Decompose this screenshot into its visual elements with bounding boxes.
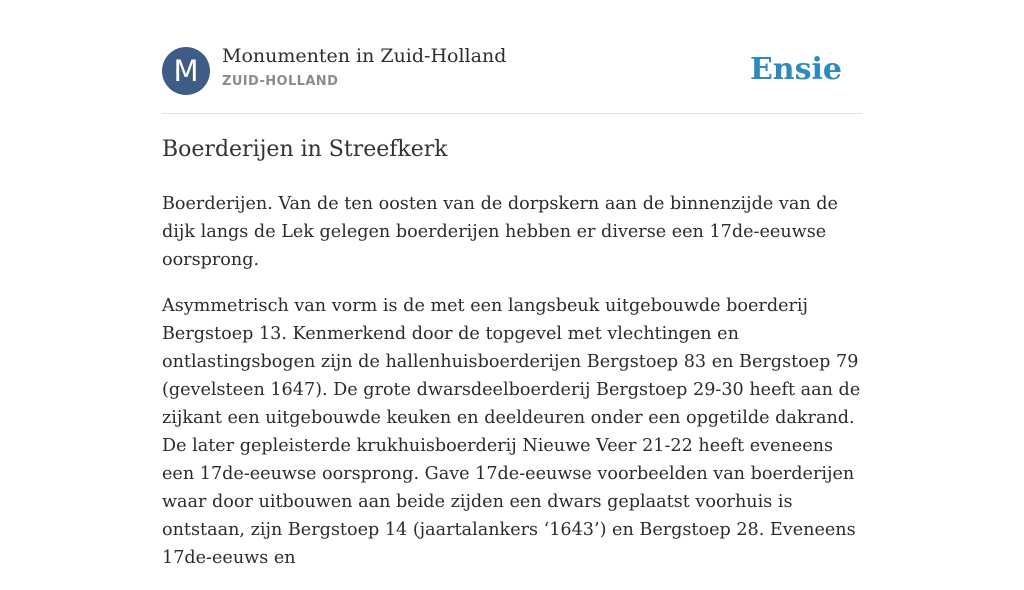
avatar[interactable]: M: [162, 47, 210, 95]
source-region-link[interactable]: ZUID-HOLLAND: [222, 74, 339, 89]
article-title: Boerderijen in Streefkerk: [162, 137, 448, 162]
article-page: [162, 0, 862, 568]
paragraph: Boerderijen. Van de ten oosten van de dorpskern aan de binnenzijde van de dijk langs de Lek gelegen boerderijen hebben er diverse een 17de-eeuwse oorsprong.: [162, 194, 838, 270]
source-header: [162, 0, 862, 114]
paragraph: Asymmetrisch van vorm is de met een langsbeuk uitgebouwde boerderij Bergstoep 13. Kenmerkend door de topgevel met vlechtingen en ontlastingsbogen zijn de hallenhuisboerderijen Bergstoep 83 en Bergstoep 79 (gevelsteen 1647). De grote dwarsdeelboerderij Bergstoep 29-30 heeft aan de zijkant een uitgebouwde keuken en deeldeuren onder een opgetilde dakrand. De later gepleisterde krukhuisboerderij Nieuwe Veer 21-22 heeft eveneens een 17de-eeuwse oorsprong. Gave 17de-eeuwse voorbeelden van boerderijen waar door uitbouwen aan beide zijden een dwars geplaatst voorhuis is ontstaan, zijn Bergstoep 14 (jaartalankers ‘1643’) en Bergstoep 28. Eveneens 17de-eeuws en: [162, 296, 861, 568]
ensie-logo[interactable]: Ensie: [749, 52, 842, 87]
source-name-link[interactable]: Monumenten in Zuid-Holland: [222, 45, 507, 67]
article-body: [162, 190, 868, 590]
